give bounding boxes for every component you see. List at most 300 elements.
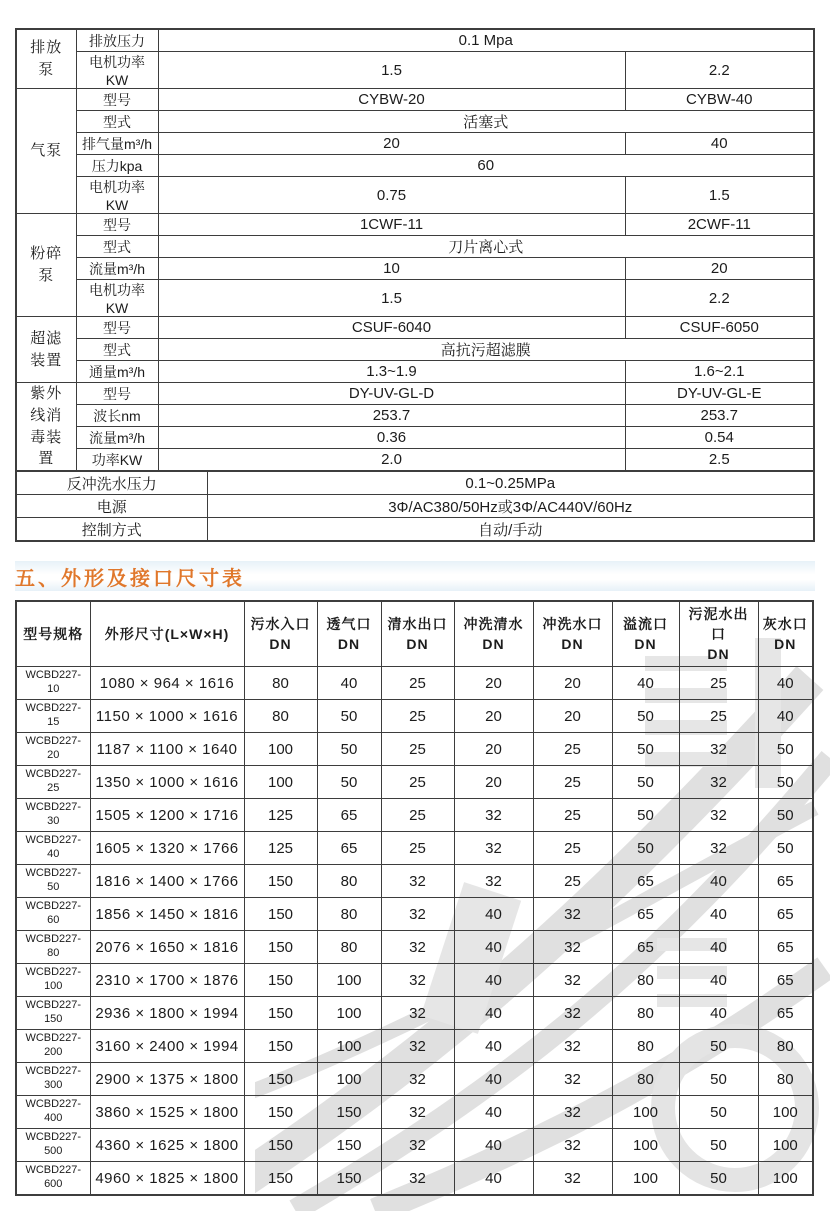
param-label: 型号 [76, 317, 158, 339]
param-label: 型式 [76, 236, 158, 258]
param-value: 2.5 [625, 449, 814, 471]
dn-value: 100 [758, 1096, 813, 1129]
footer-value: 3Φ/AC380/50Hz或3Φ/AC440V/60Hz [207, 495, 814, 518]
dn-value: 25 [381, 766, 454, 799]
dn-value: 25 [679, 667, 758, 700]
group-label-ultrafiltration: 超滤装置 [16, 317, 76, 383]
table-row [16, 258, 814, 280]
param-label: 电机功率KW [76, 177, 158, 214]
dn-value: 150 [317, 1129, 381, 1162]
dn-value: 150 [244, 1129, 317, 1162]
model-prefix: WCBD227- [25, 999, 82, 1012]
param-label: 型式 [76, 111, 158, 133]
dn-value: 50 [758, 799, 813, 832]
column-header-label: 污水入口 [250, 615, 311, 632]
model-prefix: WCBD227- [25, 669, 82, 682]
dn-value: 50 [317, 733, 381, 766]
model-prefix: WCBD227- [25, 735, 82, 748]
param-value: 0.54 [625, 427, 814, 449]
dn-value: 50 [317, 766, 381, 799]
dn-value: 25 [533, 832, 612, 865]
footer-label: 反冲洗水压力 [16, 472, 207, 495]
table-row [16, 865, 813, 898]
table-row [16, 361, 814, 383]
dn-value: 65 [758, 964, 813, 997]
table-row [16, 518, 814, 542]
column-header-label: 冲洗水口 [542, 615, 603, 632]
param-value: 1.5 [625, 177, 814, 214]
table-row [16, 383, 814, 405]
table-row [16, 317, 814, 339]
model-prefix: WCBD227- [25, 966, 82, 979]
dn-value: 80 [612, 997, 679, 1030]
dn-value: 65 [758, 997, 813, 1030]
dn-value: 65 [758, 898, 813, 931]
dn-value: 32 [679, 799, 758, 832]
model-cell [16, 865, 90, 898]
table-row [16, 280, 814, 317]
dn-value: 25 [381, 667, 454, 700]
dn-value: 40 [679, 997, 758, 1030]
column-header-unit: DN [269, 636, 292, 652]
dn-value: 32 [381, 1162, 454, 1196]
model-cell [16, 799, 90, 832]
column-header-unit: DN [774, 636, 797, 652]
dn-value: 40 [612, 667, 679, 700]
param-value: CSUF-6040 [158, 317, 625, 339]
model-cell [16, 700, 90, 733]
param-value: 高抗污超滤膜 [158, 339, 814, 361]
param-value: 1.5 [158, 52, 625, 89]
dn-value: 80 [317, 898, 381, 931]
dn-value: 25 [533, 865, 612, 898]
dn-value: 50 [612, 733, 679, 766]
dn-value: 25 [381, 700, 454, 733]
dn-value: 50 [612, 799, 679, 832]
dn-value: 32 [533, 1162, 612, 1196]
footer-value: 自动/手动 [207, 518, 814, 542]
column-header-unit: DN [406, 636, 429, 652]
model-cell [16, 667, 90, 700]
param-value: 253.7 [158, 405, 625, 427]
dimensions-cell: 1816 × 1400 × 1766 [90, 865, 244, 898]
param-value: 活塞式 [158, 111, 814, 133]
dn-value: 50 [317, 700, 381, 733]
param-label: 通量m³/h [76, 361, 158, 383]
model-number: 15 [47, 716, 60, 728]
param-value: 1.3~1.9 [158, 361, 625, 383]
section-heading [15, 561, 815, 591]
model-cell [16, 997, 90, 1030]
dn-value: 65 [758, 865, 813, 898]
table-row [16, 898, 813, 931]
column-header-label: 清水出口 [387, 615, 448, 632]
model-number: 40 [47, 848, 60, 860]
dn-value: 40 [454, 898, 533, 931]
param-label: 功率KW [76, 449, 158, 471]
section-heading-text: 五、外形及接口尺寸表 [15, 567, 245, 590]
model-prefix: WCBD227- [25, 900, 82, 913]
param-value: 1CWF-11 [158, 214, 625, 236]
dn-value: 100 [758, 1129, 813, 1162]
dimensions-cell: 1150 × 1000 × 1616 [90, 700, 244, 733]
dn-value: 150 [244, 1162, 317, 1196]
param-value: CSUF-6050 [625, 317, 814, 339]
param-label: 电机功率KW [76, 280, 158, 317]
dimension-interface-table [15, 600, 814, 1196]
table-row [16, 449, 814, 471]
dn-value: 25 [381, 832, 454, 865]
model-prefix: WCBD227- [25, 768, 82, 781]
table-row [16, 427, 814, 449]
table-row [16, 339, 814, 361]
param-label: 型号 [76, 383, 158, 405]
table-row [16, 1030, 813, 1063]
dn-value: 40 [454, 1129, 533, 1162]
table-row [16, 133, 814, 155]
dn-value: 40 [454, 964, 533, 997]
dn-value: 50 [679, 1162, 758, 1196]
param-value: DY-UV-GL-E [625, 383, 814, 405]
group-label-uv-sterilizer: 紫外线消毒装置 [16, 383, 76, 471]
dn-value: 150 [244, 997, 317, 1030]
column-header-unit: DN [337, 636, 361, 652]
dimensions-cell: 4960 × 1825 × 1800 [90, 1162, 244, 1196]
dn-value: 50 [679, 1030, 758, 1063]
dn-value: 32 [533, 898, 612, 931]
dn-value: 50 [679, 1063, 758, 1096]
model-number: 50 [47, 881, 60, 893]
column-header [612, 601, 679, 667]
dn-value: 40 [454, 1030, 533, 1063]
table-row [16, 495, 814, 518]
dn-value: 150 [244, 898, 317, 931]
header-row [16, 601, 813, 667]
dn-value: 40 [454, 1096, 533, 1129]
dn-value: 25 [679, 700, 758, 733]
dn-value: 65 [612, 931, 679, 964]
dimensions-cell: 2310 × 1700 × 1876 [90, 964, 244, 997]
table-row [16, 29, 814, 52]
table-row [16, 667, 813, 700]
param-value: 0.36 [158, 427, 625, 449]
spec-table-footer [15, 471, 815, 542]
model-cell [16, 766, 90, 799]
model-number: 80 [47, 947, 60, 959]
dimensions-cell: 2900 × 1375 × 1800 [90, 1063, 244, 1096]
column-header-unit: DN [482, 636, 505, 652]
model-prefix: WCBD227- [25, 933, 82, 946]
dn-value: 150 [244, 964, 317, 997]
column-header-label: 灰水口 [762, 615, 808, 632]
dn-value: 20 [454, 700, 533, 733]
dimensions-cell: 1605 × 1320 × 1766 [90, 832, 244, 865]
model-cell [16, 931, 90, 964]
dn-value: 32 [381, 931, 454, 964]
dn-value: 100 [612, 1162, 679, 1196]
model-cell [16, 1030, 90, 1063]
param-value: 1.5 [158, 280, 625, 317]
footer-value: 0.1~0.25MPa [207, 472, 814, 495]
param-value: 60 [158, 155, 814, 177]
column-header [533, 601, 612, 667]
table-row [16, 52, 814, 89]
dn-value: 25 [381, 733, 454, 766]
param-value: 20 [158, 133, 625, 155]
dn-value: 100 [612, 1129, 679, 1162]
dimensions-cell: 3860 × 1525 × 1800 [90, 1096, 244, 1129]
dn-value: 150 [317, 1096, 381, 1129]
dn-value: 40 [758, 667, 813, 700]
table-row [16, 1096, 813, 1129]
dn-value: 100 [317, 997, 381, 1030]
model-number: 100 [44, 980, 63, 992]
dn-value: 32 [533, 931, 612, 964]
model-cell [16, 1129, 90, 1162]
table-row [16, 236, 814, 258]
model-number: 600 [44, 1178, 63, 1190]
dn-value: 50 [679, 1096, 758, 1129]
dn-value: 32 [679, 733, 758, 766]
dn-value: 32 [533, 964, 612, 997]
dn-value: 20 [533, 667, 612, 700]
table-row [16, 733, 813, 766]
dn-value: 32 [381, 865, 454, 898]
model-cell [16, 1096, 90, 1129]
param-value: 0.1 Mpa [158, 29, 814, 52]
dimensions-cell: 1505 × 1200 × 1716 [90, 799, 244, 832]
model-number: 400 [44, 1112, 63, 1124]
table-row [16, 89, 814, 111]
dn-value: 80 [758, 1030, 813, 1063]
param-label: 排气量m³/h [76, 133, 158, 155]
dn-value: 50 [612, 700, 679, 733]
table-row [16, 1129, 813, 1162]
model-prefix: WCBD227- [25, 1032, 82, 1045]
dn-value: 65 [317, 832, 381, 865]
dn-value: 150 [244, 865, 317, 898]
dn-value: 25 [381, 799, 454, 832]
dn-value: 80 [317, 931, 381, 964]
dimensions-cell: 2076 × 1650 × 1816 [90, 931, 244, 964]
param-label: 压力kpa [76, 155, 158, 177]
dn-value: 40 [454, 1162, 533, 1196]
table-row [16, 155, 814, 177]
param-label: 型号 [76, 214, 158, 236]
table-row [16, 1162, 813, 1196]
footer-label: 控制方式 [16, 518, 207, 542]
dn-value: 65 [317, 799, 381, 832]
param-label: 型式 [76, 339, 158, 361]
param-value: 10 [158, 258, 625, 280]
dn-value: 65 [758, 931, 813, 964]
table-row [16, 405, 814, 427]
model-number: 60 [47, 914, 60, 926]
dn-value: 20 [454, 766, 533, 799]
dn-value: 32 [381, 1096, 454, 1129]
param-value: 40 [625, 133, 814, 155]
dn-value: 50 [612, 766, 679, 799]
document-page [0, 28, 830, 1211]
table-row [16, 997, 813, 1030]
dimensions-cell: 3160 × 2400 × 1994 [90, 1030, 244, 1063]
column-header [381, 601, 454, 667]
model-prefix: WCBD227- [25, 801, 82, 814]
model-cell [16, 964, 90, 997]
dn-value: 150 [317, 1162, 381, 1196]
dimensions-cell: 1350 × 1000 × 1616 [90, 766, 244, 799]
model-number: 25 [47, 782, 60, 794]
dn-value: 50 [612, 832, 679, 865]
column-header [679, 601, 758, 667]
dn-value: 150 [244, 1096, 317, 1129]
table-row [16, 111, 814, 133]
table-row [16, 472, 814, 495]
table-row [16, 766, 813, 799]
column-header [317, 601, 381, 667]
model-number: 150 [44, 1013, 63, 1025]
dimensions-cell: 4360 × 1625 × 1800 [90, 1129, 244, 1162]
column-header [758, 601, 813, 667]
model-prefix: WCBD227- [25, 1164, 82, 1177]
dn-value: 40 [454, 1063, 533, 1096]
group-label-crusher-pump: 粉碎泵 [16, 214, 76, 317]
column-header-unit: DN [634, 636, 657, 652]
dn-value: 40 [679, 898, 758, 931]
dn-value: 20 [454, 667, 533, 700]
model-number: 10 [47, 683, 60, 695]
param-label: 流量m³/h [76, 258, 158, 280]
param-value: 2.2 [625, 52, 814, 89]
param-value: CYBW-20 [158, 89, 625, 111]
dn-value: 80 [244, 667, 317, 700]
dn-value: 40 [679, 931, 758, 964]
dn-value: 100 [317, 1030, 381, 1063]
column-header [16, 601, 90, 667]
dn-value: 125 [244, 799, 317, 832]
column-header-label: 冲洗清水 [463, 615, 524, 632]
dn-value: 32 [533, 1096, 612, 1129]
dn-value: 80 [612, 1063, 679, 1096]
table-row [16, 1063, 813, 1096]
dn-value: 80 [758, 1063, 813, 1096]
param-value: 1.6~2.1 [625, 361, 814, 383]
model-number: 200 [44, 1046, 63, 1058]
dn-value: 65 [612, 898, 679, 931]
group-label-discharge-pump: 排放泵 [16, 29, 76, 89]
dn-value: 100 [758, 1162, 813, 1196]
column-header [90, 601, 244, 667]
param-label: 电机功率KW [76, 52, 158, 89]
dn-value: 32 [381, 1030, 454, 1063]
table-row [16, 799, 813, 832]
table-row [16, 832, 813, 865]
dn-value: 32 [679, 766, 758, 799]
dn-value: 32 [533, 997, 612, 1030]
dn-value: 80 [612, 964, 679, 997]
model-cell [16, 832, 90, 865]
model-prefix: WCBD227- [25, 1098, 82, 1111]
column-header-label: 型号规格 [23, 625, 84, 642]
param-value: 刀片离心式 [158, 236, 814, 258]
model-number: 30 [47, 815, 60, 827]
dn-value: 25 [533, 766, 612, 799]
dn-value: 40 [454, 931, 533, 964]
dn-value: 150 [244, 1030, 317, 1063]
dn-value: 40 [454, 997, 533, 1030]
dimensions-cell: 1080 × 964 × 1616 [90, 667, 244, 700]
dn-value: 40 [758, 700, 813, 733]
dn-value: 150 [244, 931, 317, 964]
dn-value: 50 [758, 832, 813, 865]
model-prefix: WCBD227- [25, 834, 82, 847]
dn-value: 32 [381, 1063, 454, 1096]
dn-value: 32 [454, 865, 533, 898]
param-value: 2.2 [625, 280, 814, 317]
dn-value: 65 [612, 865, 679, 898]
dn-value: 50 [758, 733, 813, 766]
dn-value: 50 [679, 1129, 758, 1162]
model-cell [16, 1063, 90, 1096]
dn-value: 40 [679, 865, 758, 898]
dn-value: 50 [758, 766, 813, 799]
column-header-label: 外形尺寸(L×W×H) [104, 625, 230, 642]
param-label: 排放压力 [76, 29, 158, 52]
table-row [16, 700, 813, 733]
dn-value: 20 [454, 733, 533, 766]
dn-value: 32 [381, 898, 454, 931]
dn-value: 32 [533, 1030, 612, 1063]
dn-value: 25 [533, 799, 612, 832]
param-value: 2.0 [158, 449, 625, 471]
table-row [16, 964, 813, 997]
param-value: 20 [625, 258, 814, 280]
dn-value: 80 [612, 1030, 679, 1063]
model-prefix: WCBD227- [25, 1131, 82, 1144]
param-label: 流量m³/h [76, 427, 158, 449]
dn-value: 40 [679, 964, 758, 997]
dn-value: 125 [244, 832, 317, 865]
param-value: 253.7 [625, 405, 814, 427]
model-number: 20 [47, 749, 60, 761]
equipment-spec-table [15, 28, 815, 471]
model-prefix: WCBD227- [25, 702, 82, 715]
table-row [16, 177, 814, 214]
dn-value: 32 [381, 997, 454, 1030]
dn-value: 150 [244, 1063, 317, 1096]
model-cell [16, 733, 90, 766]
model-prefix: WCBD227- [25, 867, 82, 880]
dn-value: 100 [244, 733, 317, 766]
column-header [454, 601, 533, 667]
model-cell [16, 898, 90, 931]
column-header-label: 污泥水出口 [688, 605, 749, 642]
dn-value: 32 [381, 964, 454, 997]
dn-value: 32 [533, 1063, 612, 1096]
footer-label: 电源 [16, 495, 207, 518]
dn-value: 80 [244, 700, 317, 733]
param-value: CYBW-40 [625, 89, 814, 111]
group-label-air-pump: 气泵 [16, 89, 76, 214]
dimensions-cell: 2936 × 1800 × 1994 [90, 997, 244, 1030]
dn-value: 100 [317, 964, 381, 997]
dn-value: 32 [454, 832, 533, 865]
param-value: 2CWF-11 [625, 214, 814, 236]
dn-value: 32 [381, 1129, 454, 1162]
dn-value: 100 [317, 1063, 381, 1096]
dn-value: 32 [533, 1129, 612, 1162]
model-number: 300 [44, 1079, 63, 1091]
